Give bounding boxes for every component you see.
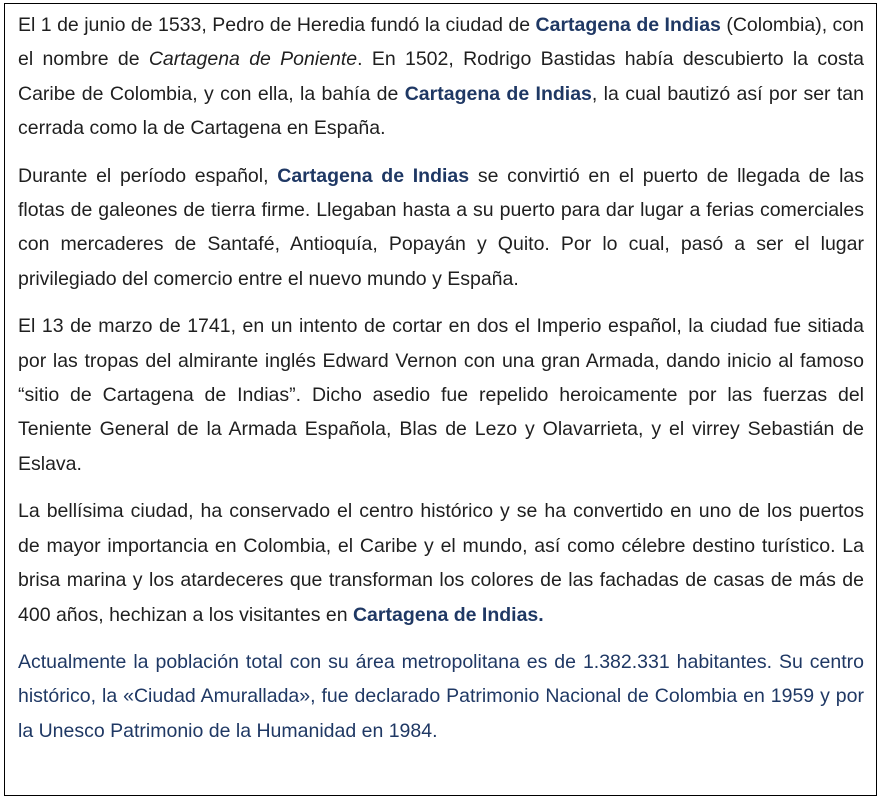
city-name-bold: Cartagena de Indias. <box>352 603 544 626</box>
paragraph-population <box>18 645 864 748</box>
text-run: . En 1502, Rodrigo Bastidas había descubierto la costa Caribe de Colombia, y con ella, la bahía de <box>18 48 864 105</box>
text-run: (Colombia), con el nombre de <box>18 14 864 71</box>
text-run: Actualmente la población total con su área metropolitana es de 1.382.331 habitantes. Su centro histórico, la «Ciudad Amurallada», fue declarado Patrimonio Nacional de Colombia en 1959 y por la Unesco Patrimonio de la Humanidad en 1984. <box>18 650 864 742</box>
text-run: Durante el período español, <box>18 164 278 187</box>
paragraph-spanish-period <box>18 159 864 297</box>
paragraph-founding <box>18 8 864 146</box>
paragraph-siege <box>18 309 864 481</box>
city-name-bold: Cartagena de Indias <box>277 164 470 187</box>
text-run: se convirtió en el puerto de llegada de las flotas de galeones de tierra firme. Llegaban hasta a su puerto para dar lugar a ferias comerciales con mercaderes de Santafé, Antioquía, Popayán y Quito. Por lo cual, pasó a ser el lugar privilegiado del comercio entre el nuevo mundo y España. <box>18 164 865 290</box>
city-name-bold: Cartagena de Indias <box>535 14 721 36</box>
former-name-italic: Cartagena de Poniente <box>148 48 358 71</box>
text-frame <box>4 3 877 796</box>
text-run: El 13 de marzo de 1741, en un intento de cortar en dos el Imperio español, la ciudad fue sitiada por las tropas del almirante inglés Edward Vernon con una gran Armada, dando inicio al famoso “sitio de Cartagena de Indias”. Dicho asedio fue repelido heroicamente por las fuerzas del Teniente General de la Armada Española, Blas de Lezo y Olavarrieta, y el virrey Sebastián de Eslava. <box>18 315 864 475</box>
text-run: La bellísima ciudad, ha conservado el centro histórico y se ha convertido en uno de los puertos de mayor importancia en Colombia, el Caribe y el mundo, así como célebre destino turístico. La brisa marina y los atardeceres que transforman los colores de las fachadas de casas de más de 400 años, hechizan a los visitantes en <box>18 500 864 626</box>
text-run: , la cual bautizó así por ser tan cerrada como la de Cartagena en España. <box>18 82 865 140</box>
text-run: El 1 de junio de 1533, Pedro de Heredia fundó la ciudad de <box>18 14 536 36</box>
paragraph-historic-center <box>18 494 864 632</box>
city-name-bold: Cartagena de Indias <box>404 82 592 105</box>
